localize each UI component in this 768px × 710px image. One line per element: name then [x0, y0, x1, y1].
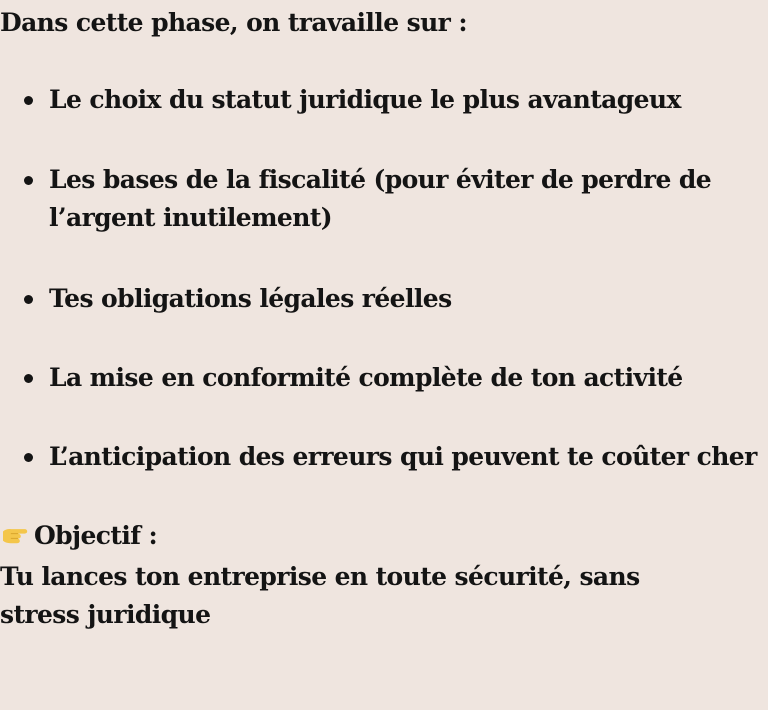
bullet-dot-icon [24, 96, 33, 105]
objective-text: Tu lances ton entreprise en toute sécurité, sans stress juridique [0, 562, 640, 629]
bullet-text: L’anticipation des erreurs qui peuvent te coûter cher [49, 442, 757, 471]
bullet-text: Les bases de la fiscalité (pour éviter de perdre de l’argent inutilement) [49, 165, 712, 232]
bullet-dot-icon [24, 374, 33, 383]
objective-label: Objectif : [34, 521, 158, 550]
pointing-right-hand-icon [0, 518, 30, 538]
intro-text: Dans cette phase, on travaille sur : [0, 8, 467, 37]
bullet-text: Le choix du statut juridique le plus avantageux [49, 85, 681, 114]
bullet-text: La mise en conformité complète de ton activité [49, 363, 683, 392]
bullet-dot-icon [24, 176, 33, 185]
bullet-dot-icon [24, 453, 33, 462]
bullet-dot-icon [24, 295, 33, 304]
bullet-text: Tes obligations légales réelles [49, 284, 452, 313]
objective-heading [0, 517, 157, 555]
